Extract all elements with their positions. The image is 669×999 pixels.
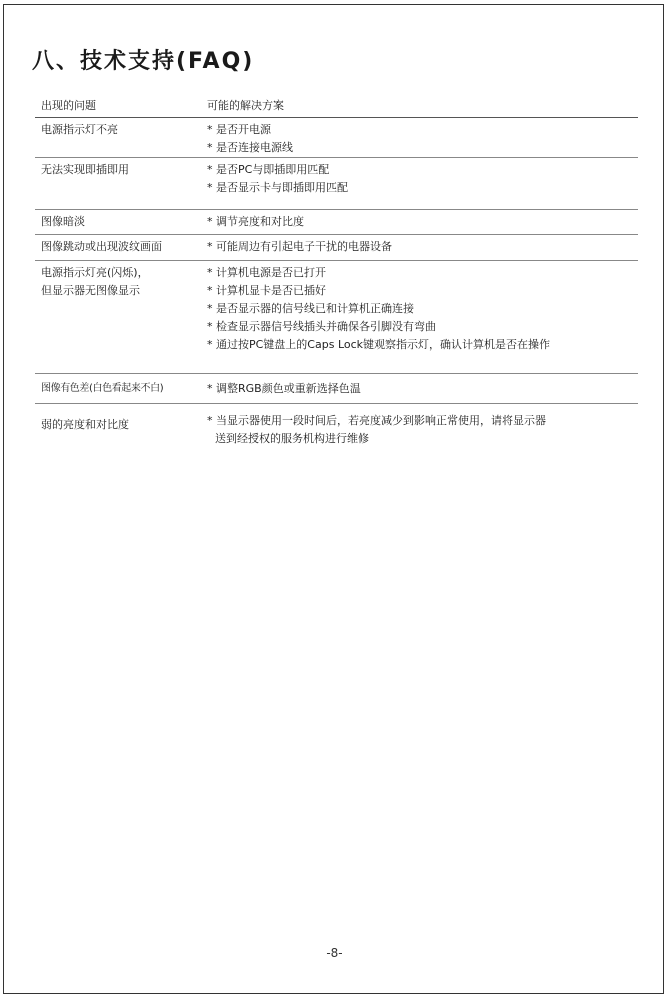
table-row bbox=[35, 210, 638, 235]
problem-text: 图像有色差(白色看起来不白) bbox=[41, 383, 164, 394]
table-row bbox=[35, 118, 638, 158]
solution-cell bbox=[201, 261, 638, 374]
problem-cell bbox=[35, 210, 201, 235]
problem-text: 但显示器无图像显示 bbox=[41, 284, 140, 297]
solution-text: * 当显示器使用一段时间后，若亮度减少到影响正常使用，请将显示器 bbox=[207, 414, 546, 427]
problem-cell bbox=[35, 235, 201, 261]
solution-text: * 是否PC与即插即用匹配 bbox=[207, 163, 330, 176]
header-solution: 可能的解决方案 bbox=[201, 96, 638, 118]
problem-cell bbox=[35, 261, 201, 374]
solution-text: * 是否显示器的信号线已和计算机正确连接 bbox=[207, 302, 414, 315]
table-row bbox=[35, 404, 638, 454]
problem-cell bbox=[35, 158, 201, 210]
header-problem: 出现的问题 bbox=[35, 96, 201, 118]
page-title: 八、技术支持(FAQ) bbox=[32, 49, 255, 74]
table-row bbox=[35, 235, 638, 261]
solution-text: * 是否连接电源线 bbox=[207, 141, 293, 154]
solution-cell bbox=[201, 235, 638, 261]
table-row bbox=[35, 261, 638, 374]
problem-text: 图像跳动或出现波纹画面 bbox=[41, 240, 162, 253]
solution-cell bbox=[201, 158, 638, 210]
faq-table bbox=[35, 96, 638, 454]
solution-cell bbox=[201, 210, 638, 235]
problem-text: 图像暗淡 bbox=[41, 215, 85, 228]
solution-text: * 是否开电源 bbox=[207, 123, 271, 136]
solution-text: * 调整RGB颜色或重新选择色温 bbox=[207, 382, 361, 395]
problem-text: 弱的亮度和对比度 bbox=[41, 418, 129, 431]
table-row bbox=[35, 158, 638, 210]
problem-text: 电源指示灯不亮 bbox=[41, 123, 118, 136]
problem-text: 电源指示灯亮(闪烁)， bbox=[41, 266, 149, 279]
solution-text: * 检查显示器信号线插头并确保各引脚没有弯曲 bbox=[207, 320, 436, 333]
problem-text: 无法实现即插即用 bbox=[41, 163, 129, 176]
solution-cell bbox=[201, 374, 638, 404]
problem-cell bbox=[35, 118, 201, 158]
solution-text: * 计算机显卡是否已插好 bbox=[207, 284, 326, 297]
page-number: -8- bbox=[326, 946, 343, 960]
table-header-row bbox=[35, 96, 638, 118]
solution-text: * 可能周边有引起电子干扰的电器设备 bbox=[207, 240, 392, 253]
solution-text: * 计算机电源是否已打开 bbox=[207, 266, 326, 279]
problem-cell bbox=[35, 374, 201, 404]
solution-text: 送到经授权的服务机构进行维修 bbox=[215, 432, 369, 445]
solution-text: * 是否显示卡与即插即用匹配 bbox=[207, 181, 348, 194]
solution-text: * 调节亮度和对比度 bbox=[207, 215, 304, 228]
problem-cell bbox=[35, 404, 201, 454]
solution-cell bbox=[201, 404, 638, 454]
solution-cell bbox=[201, 118, 638, 158]
solution-text: * 通过按PC键盘上的Caps Lock键观察指示灯，确认计算机是否在操作 bbox=[207, 338, 551, 351]
table-row bbox=[35, 374, 638, 404]
